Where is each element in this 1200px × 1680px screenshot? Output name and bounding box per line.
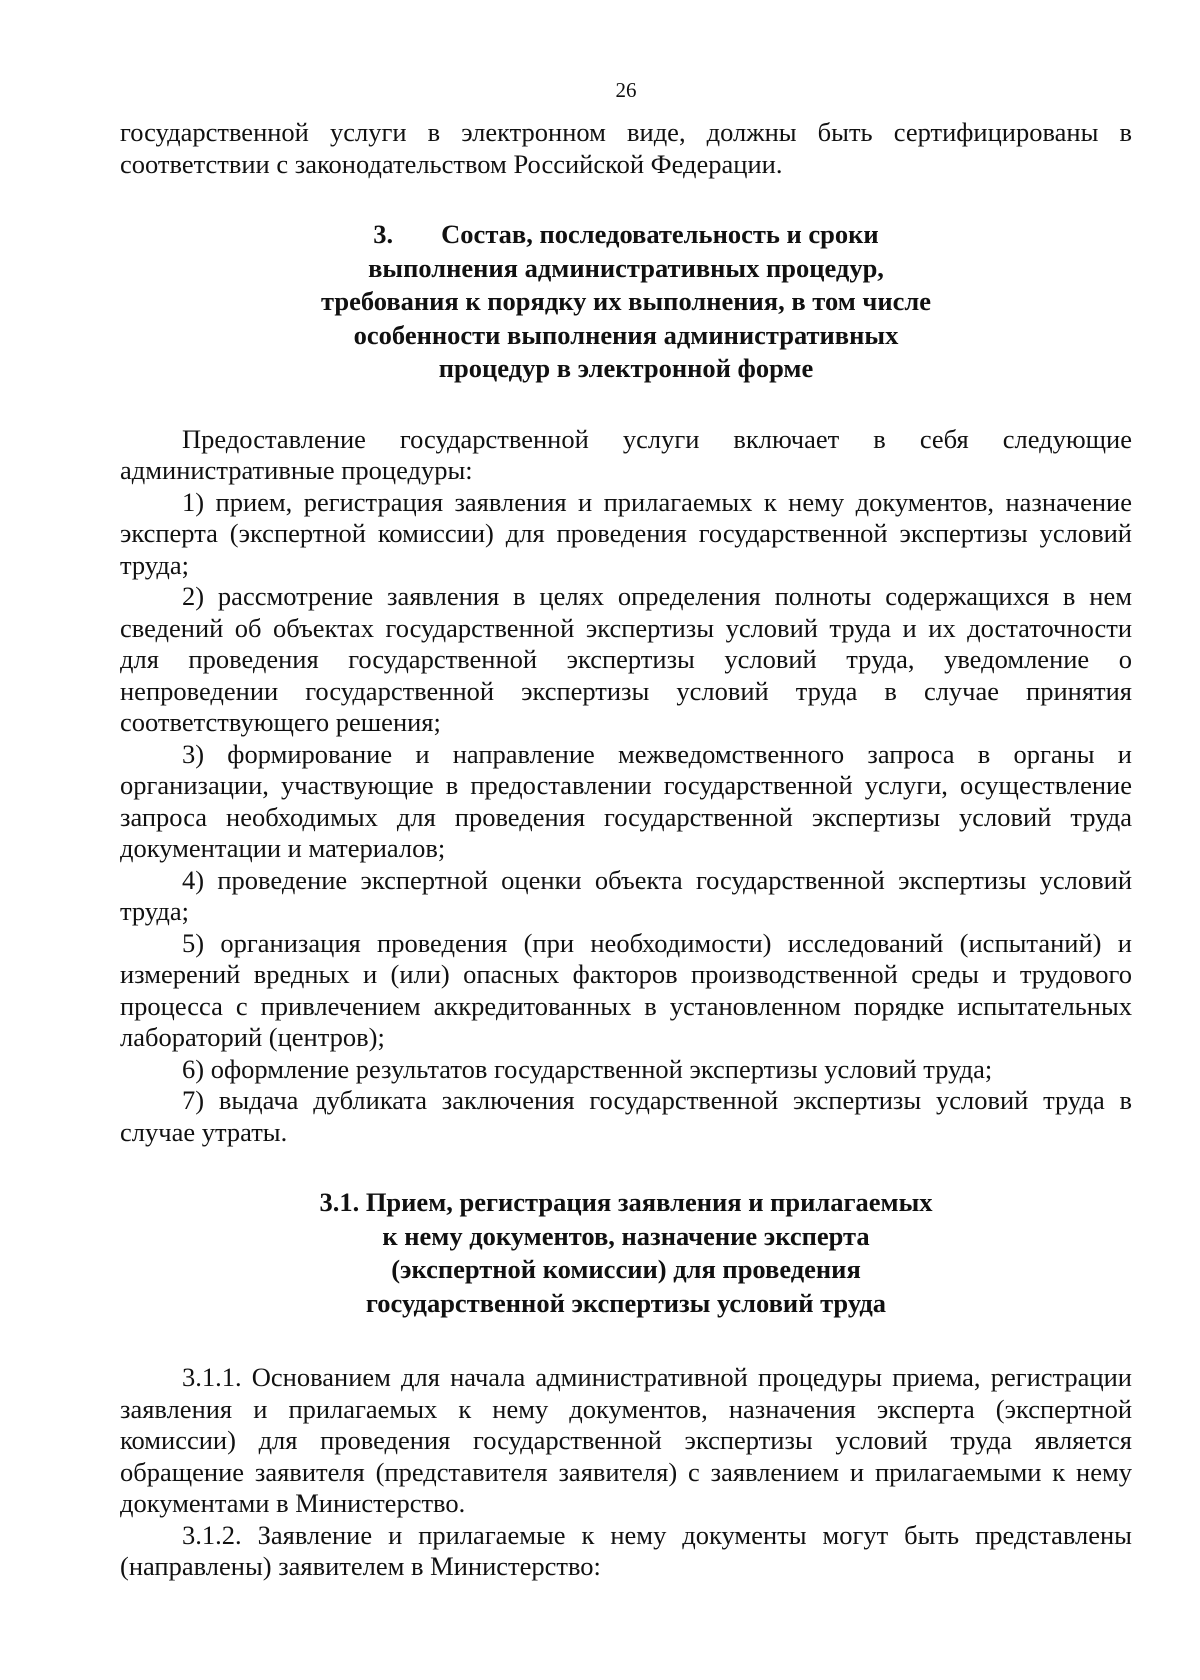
document-page <box>120 78 1132 1583</box>
section-3-title-2: выполнения административных процедур, <box>368 252 884 283</box>
page-number: 26 <box>615 78 637 102</box>
procedure-item-2: 2) рассмотрение заявления в целях определения полноты содержащихся в нем сведений об объектах государственной экспертизы условий труда и их достаточности для проведения государственной экспертизы условий труда, уведомление о непроведении государственной экспертизы условий труда в случае принятия соответствующего решения; <box>120 581 1132 737</box>
paragraph-3-1-1: 3.1.1. Основанием для начала административной процедуры приема, регистрации заявления и прилагаемых к нему документов, назначения эксперта (экспертной комиссии) для проведения государственной экспертизы условий труда является обращение заявителя (представителя заявителя) с заявлением и прилагаемыми к нему документами в Министерство. <box>120 1362 1132 1518</box>
procedure-item-3: 3) формирование и направление межведомственного запроса в органы и организации, участвующие в предоставлении государственной услуги, осуществление запроса необходимых для проведения государственной экспертизы условий труда документации и материалов; <box>120 738 1132 863</box>
section-3-1-heading <box>120 1186 1132 1320</box>
section-3-1-title-3: (экспертной комиссии) для проведения <box>391 1254 861 1284</box>
procedure-item-6: 6) оформление результатов государственной экспертизы условий труда; <box>182 1053 993 1084</box>
procedure-item-1: 1) прием, регистрация заявления и прилагаемых к нему документов, назначение эксперта (экспертной комиссии) для проведения государственной экспертизы условий труда; <box>120 486 1132 580</box>
section-3-title-5: процедур в электронной форме <box>438 353 814 383</box>
section-3-title-1: Состав, последовательность и сроки <box>441 219 879 249</box>
section-3-1-title-4: государственной экспертизы условий труда <box>365 1287 887 1318</box>
procedure-item-5: 5) организация проведения (при необходимости) исследований (испытаний) и измерений вредных и (или) опасных факторов производственной среды и трудового процесса с привлечением аккредитованных в установленном порядке испытательных лабораторий (центров); <box>120 927 1132 1052</box>
section-3-title-4: особенности выполнения административных <box>353 319 899 350</box>
procedure-item-7: 7) выдача дубликата заключения государственной экспертизы условий труда в случае утраты. <box>120 1085 1132 1147</box>
intro-paragraph: государственной услуги в электронном виде, должны быть сертифицированы в соответствии с законодательством Российской Федерации. <box>120 117 1132 179</box>
section-3-heading <box>120 218 1132 386</box>
section-3-number: 3. <box>373 219 394 249</box>
section-3-1-title-1: 3.1. Прием, регистрация заявления и прилагаемых <box>319 1187 933 1217</box>
paragraph-3-1-2: 3.1.2. Заявление и прилагаемые к нему документы могут быть представлены (направлены) заявителем в Министерство: <box>120 1519 1132 1581</box>
section-3-1-title-2: к нему документов, назначение эксперта <box>382 1220 870 1251</box>
section-3-lead: Предоставление государственной услуги включает в себя следующие административные процедуры: <box>120 423 1132 485</box>
section-3-heading-line-1 <box>120 218 1132 252</box>
section-3-title-3: требования к порядку их выполнения, в том числе <box>320 286 932 316</box>
procedure-item-4: 4) проведение экспертной оценки объекта государственной экспертизы условий труда; <box>120 864 1132 926</box>
